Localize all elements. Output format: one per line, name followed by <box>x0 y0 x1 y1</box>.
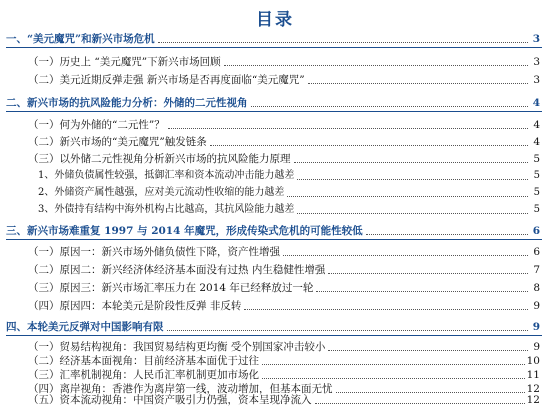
toc-entry-text: （一）历史上 “美元魔咒”下新兴市场回顾 <box>28 56 221 68</box>
dot-leader <box>244 309 528 310</box>
toc-item[interactable] <box>0 201 550 217</box>
toc-page-number: 3 <box>532 33 540 45</box>
toc-entry-text: （三）汇率机制视角：人民币汇率机制更加市场化 <box>28 369 259 381</box>
toc-entry-text: （二）经济基本面视角：目前经济基本面优于过往 <box>28 355 259 367</box>
toc-subsection[interactable] <box>0 116 550 132</box>
toc-page-number: 9 <box>533 300 540 312</box>
toc-subsection[interactable] <box>0 391 550 407</box>
dot-leader <box>224 65 528 66</box>
toc-page-number: 6 <box>532 225 540 237</box>
dot-leader <box>262 378 525 379</box>
toc-entry-text: 一、“美元魔咒”和新兴市场危机 <box>6 33 155 45</box>
dot-leader <box>158 42 528 43</box>
toc-entry-text: （一）原因一：新兴市场外储负债性下降，资产性增强 <box>28 246 280 258</box>
toc-page-number: 3 <box>533 74 540 86</box>
toc-section[interactable] <box>0 222 550 238</box>
dot-leader <box>294 162 529 163</box>
toc-subsection[interactable] <box>0 133 550 149</box>
dot-leader <box>297 179 528 180</box>
toc-subsection[interactable] <box>0 297 550 313</box>
toc-entry-text: 3、外债持有结构中海外机构占比越高，其抗风险能力越差 <box>38 204 295 215</box>
toc-page-number: 5 <box>533 170 540 181</box>
toc-entry-text: 1、外储负债属性较强，抵御汇率和资本流动冲击能力越差 <box>38 170 295 181</box>
toc-page-number: 8 <box>533 282 540 294</box>
dot-leader <box>308 83 528 84</box>
toc-entry-text: （四）离岸视角：香港作为离岸第一线，波动增加，但基本面无忧 <box>28 383 333 395</box>
toc-subsection[interactable] <box>0 53 550 69</box>
toc-page-number: 4 <box>533 136 540 148</box>
toc-entry-text: （二）美元近期反弹走强 新兴市场是否再度面临“美元魔咒” <box>28 74 305 86</box>
toc-page-number: 7 <box>533 264 540 276</box>
toc-page-number: 11 <box>526 369 540 381</box>
section-rule <box>6 111 542 112</box>
section-rule <box>6 47 542 48</box>
toc-page-number: 3 <box>533 56 540 68</box>
dot-leader <box>210 145 528 146</box>
dot-leader <box>168 128 528 129</box>
toc-entry-text: 二、新兴市场的抗风险能力分析：外储的二元性视角 <box>6 97 248 109</box>
toc-entry-text: 2、外储资产属性越强，应对美元流动性收缩的能力越差 <box>38 187 285 198</box>
toc-page-number: 4 <box>532 97 540 109</box>
toc-subsection[interactable] <box>0 261 550 277</box>
section-rule <box>6 335 542 336</box>
toc-entry-text: （二）新兴市场的“美元魔咒”触发链条 <box>28 136 207 148</box>
dot-leader <box>297 213 528 214</box>
dot-leader <box>167 330 529 331</box>
section-rule <box>6 239 542 240</box>
dot-leader <box>316 291 528 292</box>
toc-item[interactable] <box>0 167 550 183</box>
toc-entry-text: 三、新兴市场难重复 1997 与 2014 年魔咒，形成传染式危机的可能性较低 <box>6 225 363 237</box>
toc-page-number: 9 <box>532 321 540 333</box>
dot-leader <box>251 106 529 107</box>
toc-subsection[interactable] <box>0 150 550 166</box>
dot-leader <box>328 273 528 274</box>
toc-entry-text: （五）资本流动视角：中国资产吸引力仍强，资本呈现净流入 <box>28 394 312 406</box>
toc-entry-text: （三）原因三：新兴市场汇率压力在 2014 年已经释放过一轮 <box>28 282 314 294</box>
toc-entry-text: （一）贸易结构视角：我国贸易结构更均衡 受个别国家冲击较小 <box>28 341 326 353</box>
toc-entry-text: （二）原因二：新兴经济体经济基本面没有过热 内生稳健性增强 <box>28 264 326 276</box>
toc-section[interactable] <box>0 318 550 334</box>
toc-item[interactable] <box>0 184 550 200</box>
toc-entry-text: （四）原因四：本轮美元是阶段性反弹 非反转 <box>28 300 242 312</box>
toc-entry-text: （三）以外储二元性视角分析新兴市场的抗风险能力原理 <box>28 153 291 165</box>
dot-leader <box>287 196 528 197</box>
toc-page-number: 5 <box>533 187 540 198</box>
toc-subsection[interactable] <box>0 71 550 87</box>
toc-entry-text: （一）何为外储的“二元性”？ <box>28 119 165 131</box>
toc-page-number: 9 <box>533 341 540 353</box>
toc-entry-text: 四、本轮美元反弹对中国影响有限 <box>6 321 164 333</box>
dot-leader <box>366 234 528 235</box>
toc-section[interactable] <box>0 94 550 110</box>
dot-leader <box>262 364 525 365</box>
dot-leader <box>328 350 528 351</box>
toc-section[interactable] <box>0 30 550 46</box>
toc-page-number: 4 <box>533 119 540 131</box>
toc-page-number: 12 <box>526 383 540 395</box>
toc-title: 目录 <box>256 10 294 30</box>
toc-page-number: 10 <box>526 355 540 367</box>
toc-subsection[interactable] <box>0 243 550 259</box>
toc-page-number: 5 <box>533 153 540 165</box>
toc-page-number: 12 <box>526 394 540 406</box>
toc-subsection[interactable] <box>0 279 550 295</box>
dot-leader <box>283 255 528 256</box>
toc-page-number: 6 <box>533 246 540 258</box>
dot-leader <box>315 403 525 404</box>
toc-page-number: 5 <box>533 204 540 215</box>
